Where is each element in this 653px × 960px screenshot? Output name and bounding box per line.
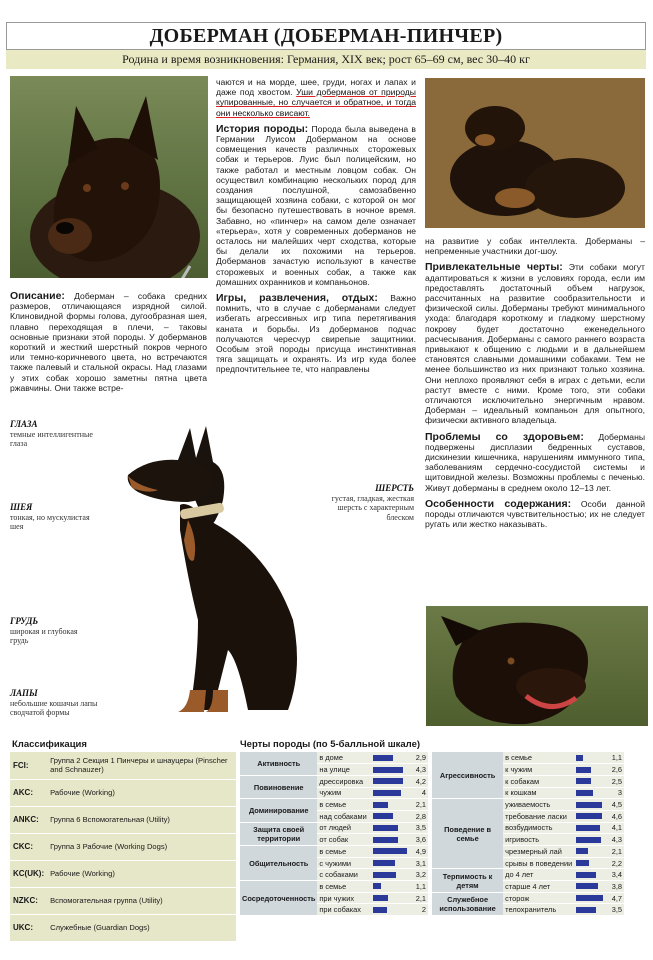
trait-bar [576, 895, 603, 901]
trait-bar-cell [574, 822, 607, 834]
trait-value: 4,7 [607, 892, 624, 904]
trait-label: дрессировка [317, 775, 371, 787]
classification-key: FCI: [10, 752, 47, 779]
callout-chest-title: ГРУДЬ [10, 616, 39, 626]
title-bar [6, 22, 646, 50]
trait-label: с собаками [317, 869, 371, 881]
care-text: Особи данной породы отличаются чувствительностью; их не следует ругать или жестко наказывать. [425, 498, 645, 530]
page-subtitle: Родина и время возникновения: Германия, XIX век; рост 65–69 см, вес 30–40 кг [6, 50, 646, 69]
trait-bar-cell [574, 764, 607, 776]
care-heading: Особенности содержания: [425, 497, 572, 510]
trait-label: к собакам [503, 775, 574, 787]
callout-eyes-title: ГЛАЗА [10, 419, 38, 429]
description-text: Доберман – собака средних размеров, отличающаяся изрядной силой. Клиновидной формы голова, дугообразная шея, плавно переходящая в плечи, – таковы основные признаки этой породы. У доберманов короткий и жесткий шерстный покров черного или темно-коричневого цвета, но встречаются также палевый и стальной окрасы. Над глазами у этих собак хорошо заметны пятна цвета ржавчины. Они также встре- [10, 291, 207, 393]
trait-value: 2,5 [607, 775, 624, 787]
trait-row [432, 869, 624, 881]
callout-paws-title: ЛАПЫ [10, 688, 38, 698]
trait-value: 4,6 [607, 810, 624, 822]
trait-value: 2,6 [607, 764, 624, 776]
trait-label: от людей [317, 822, 371, 834]
classification-row [10, 914, 236, 941]
trait-row [432, 752, 624, 764]
trait-value: 4,5 [607, 799, 624, 811]
trait-category: Активность [240, 752, 317, 775]
trait-bar [373, 837, 398, 843]
trait-bar [576, 837, 601, 843]
trait-label: в семье [317, 881, 371, 893]
trait-category: Общительность [240, 846, 317, 881]
trait-value: 3,5 [607, 904, 624, 916]
trait-bar-cell [371, 752, 410, 764]
trait-bar [576, 802, 602, 808]
trait-value: 3 [607, 787, 624, 799]
trait-label: до 4 лет [503, 869, 574, 881]
trait-bar-cell [371, 834, 410, 846]
trait-bar-cell [371, 846, 410, 858]
callout-paws-text: небольшие кошачьи лапы сводчатой формы [10, 698, 98, 717]
trait-category: Поведение в семье [432, 799, 503, 869]
trait-row [432, 799, 624, 811]
callout-chest-text: широкая и глубокая грудь [10, 626, 78, 645]
history-block [216, 124, 416, 287]
trait-bar-cell [371, 775, 410, 787]
trait-label: сторож [503, 892, 574, 904]
classification-heading: Классификация [12, 739, 87, 750]
classification-row [10, 806, 236, 833]
trait-value: 2,1 [607, 846, 624, 858]
traits-table-right [432, 752, 624, 916]
callout-eyes-text: темные интеллигентные глаза [10, 429, 93, 448]
classification-row [10, 752, 236, 779]
trait-bar [373, 755, 393, 761]
trait-bar [576, 883, 598, 889]
classification-key: UKC: [10, 914, 47, 941]
trait-value: 4,2 [410, 775, 428, 787]
trait-bar-cell [574, 846, 607, 858]
trait-value: 3,4 [607, 869, 624, 881]
trait-bar [373, 813, 392, 819]
traits-text: Эти собаки могут адаптироваться к жизни в условиях города, если им предоставлять достаточный объем нагрузок, рассчитанных на развитие сообразительности и физической силы. Доберманы требуют минимального ухода: благодаря короткому и гладкому шерстному покрову будет достаточно еженедельного расчесывания. Доберманы с самого раннего возраста привыкают к общению с людьми и в дальнейшем становятся славными домашними собаками. Тем не менее большинство из них признают только хозяина. Они неплохо проявляют себя в играх с детьми, если растут вместе с ними. Кроме того, эти собаки отличаются исключительно энергичным нравом. Доберман – идеальный компаньон для опытного, физически активного владельца. [425, 262, 645, 426]
callout-coat-text: густая, гладкая, жесткая шерсть с характерным блеском [331, 493, 414, 522]
trait-bar [373, 872, 395, 878]
trait-value: 3,8 [607, 881, 624, 893]
doberman-puppies-photo [425, 78, 645, 228]
trait-bar [576, 907, 596, 913]
trait-bar-cell [574, 869, 607, 881]
trait-bar [373, 895, 388, 901]
trait-label: уживаемость [503, 799, 574, 811]
trait-bar [373, 767, 403, 773]
trait-label: игривость [503, 834, 574, 846]
trait-row [240, 881, 428, 893]
trait-label: при собаках [317, 904, 371, 916]
trait-label: к чужим [503, 764, 574, 776]
trait-bar [576, 860, 589, 866]
page-title: ДОБЕРМАН (ДОБЕРМАН-ПИНЧЕР) [149, 24, 503, 47]
trait-bar [576, 848, 588, 854]
trait-category: Служебное использование [432, 892, 503, 915]
care-block [425, 499, 645, 530]
trait-bar-cell [371, 881, 410, 893]
trait-bar [373, 778, 402, 784]
trait-label: в семье [503, 752, 574, 764]
trait-value: 4 [410, 787, 428, 799]
trait-bar [576, 767, 591, 773]
trait-category: Защита своей территории [240, 822, 317, 845]
right-column [425, 236, 645, 529]
doberman-full-body-illustration [118, 420, 318, 720]
description-heading: Описание: [10, 290, 65, 302]
description-continued [216, 77, 416, 118]
games-block [216, 293, 416, 375]
doberman-portrait-photo [426, 606, 648, 726]
trait-label: телохранитель [503, 904, 574, 916]
classification-value: Рабочие (Working) [47, 860, 236, 887]
classification-value: Группа 3 Рабочие (Working Dogs) [47, 833, 236, 860]
callout-coat-title: ШЕРСТЬ [375, 483, 414, 493]
trait-value: 2,1 [410, 799, 428, 811]
trait-row [240, 846, 428, 858]
trait-value: 2 [410, 904, 428, 916]
trait-category: Доминирование [240, 799, 317, 822]
trait-label: с чужими [317, 857, 371, 869]
trait-bar-cell [371, 822, 410, 834]
trait-bar-cell [574, 892, 607, 904]
callout-neck-title: ШЕЯ [10, 502, 33, 512]
history-heading: История породы: [216, 122, 309, 135]
trait-bar-cell [371, 764, 410, 776]
classification-row [10, 833, 236, 860]
health-heading: Проблемы со здоровьем: [425, 430, 584, 443]
classification-value: Группа 2 Секция 1 Пинчеры и шнауцеры (Pinscher and Schnauzer) [47, 752, 236, 779]
classification-key: AKC: [10, 779, 47, 806]
trait-category: Повиновение [240, 775, 317, 798]
doberman-head-photo [10, 76, 208, 278]
trait-value: 2,8 [410, 810, 428, 822]
trait-row [240, 799, 428, 811]
classification-key: CKC: [10, 833, 47, 860]
trait-value: 3,2 [410, 869, 428, 881]
trait-label: от собак [317, 834, 371, 846]
trait-bar [373, 790, 401, 796]
trait-row [240, 775, 428, 787]
trait-label: в семье [317, 846, 371, 858]
trait-bar-cell [371, 810, 410, 822]
traits-table-left [240, 752, 428, 916]
classification-row [10, 779, 236, 806]
traits-heading: Привлекательные черты: [425, 261, 563, 274]
classification-value: Служебные (Guardian Dogs) [47, 914, 236, 941]
trait-bar-cell [574, 752, 607, 764]
trait-row [432, 892, 624, 904]
trait-bar-cell [371, 787, 410, 799]
trait-row [240, 752, 428, 764]
description-block [10, 291, 207, 393]
trait-label: в семье [317, 799, 371, 811]
games-heading: Игры, развлечения, отдых: [216, 292, 378, 305]
trait-value: 1,1 [410, 881, 428, 893]
history-text: Порода была выведена в Германии Луисом Доберманом на основе совмещения качеств различных сторожевых собак и терьеров. Луис был полицейским, но также работал и местным ловцом собак. Он осуществил комбинацию нескольких пород для создания послушной, самозабвенно защищающей хозяина собаки, с которой он мог бы безопасно путешествовать в ночное время. Забавно, но «пинчер» на самом деле означает «терьера», хотя у современных доберманов не осталось ни малейших черт сходства, которые бы делали их похожими на терьеров. Доберманов зачастую используют в качестве сторожевых и военных собак, а также как домашних охранников и компаньонов. [216, 123, 416, 287]
classification-value: Вспомогательная группа (Utility) [47, 887, 236, 914]
trait-value: 3,5 [410, 822, 428, 834]
trait-label: в доме [317, 752, 371, 764]
callout-neck [10, 503, 90, 532]
trait-category: Терпимость к детям [432, 869, 503, 892]
classification-value: Группа 6 Вспомогательная (Utility) [47, 806, 236, 833]
trait-label: старше 4 лет [503, 881, 574, 893]
trait-bar-cell [574, 881, 607, 893]
trait-label: чужим [317, 787, 371, 799]
trait-value: 4,3 [607, 834, 624, 846]
classification-value: Рабочие (Working) [47, 779, 236, 806]
trait-bar-cell [371, 857, 410, 869]
trait-bar-cell [574, 799, 607, 811]
trait-value: 4,9 [410, 846, 428, 858]
trait-value: 3,1 [410, 857, 428, 869]
trait-bar-cell [574, 834, 607, 846]
callout-chest [10, 617, 90, 646]
middle-column [216, 77, 416, 375]
trait-bar-cell [574, 857, 607, 869]
trait-bar-cell [574, 810, 607, 822]
traits-block [425, 262, 645, 425]
callout-coat [318, 484, 414, 522]
trait-label: требование ласки [503, 810, 574, 822]
trait-bar [576, 778, 590, 784]
trait-category: Сосредоточенность [240, 881, 317, 916]
trait-value: 4,3 [410, 764, 428, 776]
trait-value: 2,9 [410, 752, 428, 764]
trait-label: при чужих [317, 892, 371, 904]
trait-label: над собаками [317, 810, 371, 822]
trait-bar [576, 825, 599, 831]
trait-bar [373, 802, 388, 808]
trait-value: 2,2 [607, 857, 624, 869]
classification-row [10, 860, 236, 887]
classification-row [10, 887, 236, 914]
trait-category: Агрессивность [432, 752, 503, 799]
trait-bar [373, 883, 381, 889]
right-continued: на развитие у собак интеллекта. Доберманы – непременные участники дог-шоу. [425, 236, 645, 257]
trait-label: срывы в поведении [505, 858, 573, 868]
callout-neck-text: тонкая, но мускулистая шея [10, 512, 90, 531]
health-block [425, 432, 645, 493]
trait-value: 1,1 [607, 752, 624, 764]
trait-bar [576, 790, 593, 796]
trait-bar [373, 825, 397, 831]
callout-eyes [10, 420, 110, 449]
trait-bar [576, 813, 602, 819]
trait-bar [576, 872, 595, 878]
callout-paws [10, 689, 110, 718]
games-text: Важно помнить, что в случае с доберманами следует избегать агрессивных игр типа перетягивания каната и борьбы. Из доберманов подчас получаются чересчур свирепые защитники. Особым этой породы присуща инстинктивная тяга защищать и охранять. Из игр куда более предпочтительнее те, что направлены [216, 293, 417, 375]
trait-value: 3,6 [410, 834, 428, 846]
classification-key: NZKC: [10, 887, 47, 914]
trait-label: чрезмерный лай [503, 846, 574, 858]
trait-bar-cell [574, 775, 607, 787]
trait-bar [373, 907, 387, 913]
trait-value: 2,1 [410, 892, 428, 904]
classification-key: KC(UK): [10, 860, 47, 887]
trait-bar [576, 755, 582, 761]
trait-row [240, 822, 428, 834]
health-text: Доберманы подвержены дисплазии бедренных суставов, дискинезии кишечника, нарушениям иммунного типа, заболеваниям сердечно-сосудистой системы и щитовидной железы. Возможны проблемы с печенью. Живут доберманы в среднем около 12–13 лет. [425, 431, 646, 493]
trait-bar-cell [574, 904, 607, 916]
trait-label: возбудимость [503, 822, 574, 834]
ears-highlight: Уши доберманов от природы купированные, но случается и обратное, и тогда они несколько свисают. [216, 87, 416, 118]
trait-bar-cell [371, 892, 410, 904]
classification-key: ANKC: [10, 806, 47, 833]
trait-bar [373, 848, 407, 854]
trait-bar [373, 860, 395, 866]
trait-bar-cell [371, 799, 410, 811]
trait-bar-cell [574, 787, 607, 799]
trait-bar-cell [371, 869, 410, 881]
classification-table [10, 752, 236, 942]
trait-value: 4,1 [607, 822, 624, 834]
traits-table-heading: Черты породы (по 5-балльной шкале) [240, 739, 421, 750]
trait-label: к кошкам [503, 787, 574, 799]
trait-label: на улице [317, 764, 371, 776]
trait-bar-cell [371, 904, 410, 916]
description-continued-text: чаются и на морде, шее, груди, ногах и лапах и даже под хвостом. [216, 77, 416, 98]
